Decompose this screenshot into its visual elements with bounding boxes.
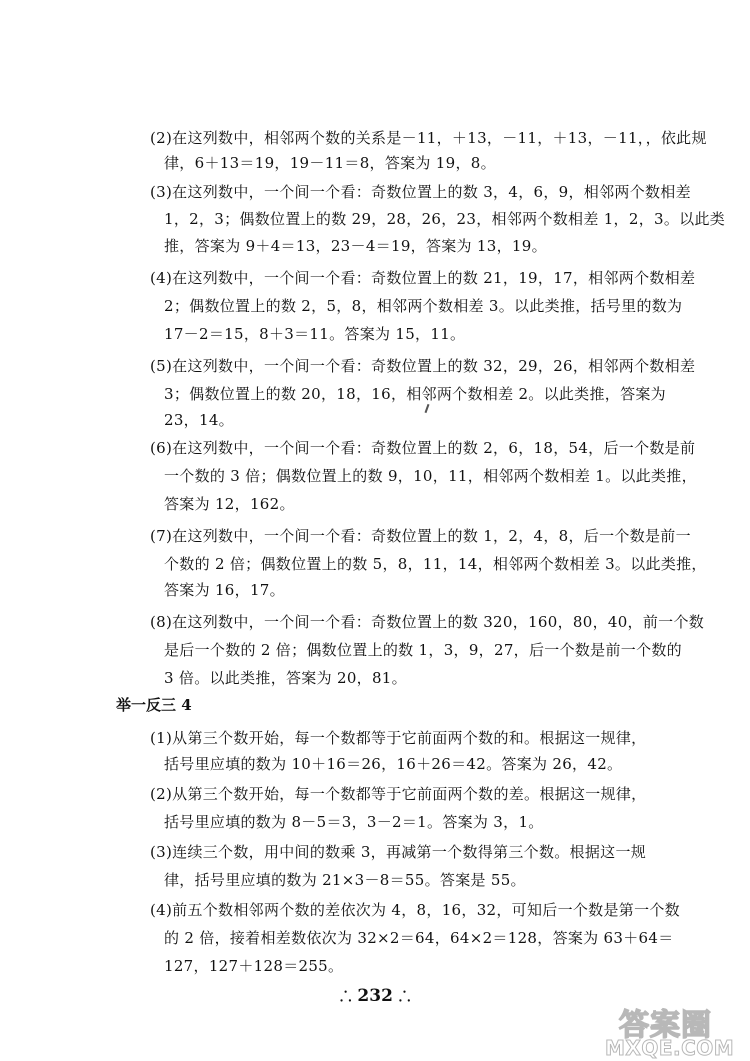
text-line: 23，14。 [164,411,234,429]
page-number-dots-right: ⸫ [398,989,411,1005]
page-number-dots-left: ⸫ [340,989,352,1005]
text-line: 的 2 倍，接着相差数依次为 32×2＝64，64×2＝128，答案为 63＋64＝ [164,929,674,947]
text-line: 3；偶数位置上的数 20，18，16，相邻两个数相差 2。以此类推，答案为 [164,385,666,403]
text-line: 是后一个数的 2 倍；偶数位置上的数 1，3，9，27，后一个数是前一个数的 [164,641,682,659]
text-line: 3 倍。以此类推，答案为 20，81。 [164,669,407,687]
page-number-value: 232 [357,986,393,1006]
section-title: 举一反三 4 [116,696,192,714]
text-line: 答案为 12，162。 [164,495,295,513]
text-line: (4)前五个数相邻两个数的差依次为 4，8，16，32，可知后一个数是第一个数 [150,901,680,919]
text-line: (1)从第三个数开始，每一个数都等于它前面两个数的和。根据这一规律， [150,729,647,747]
text-line: (6)在这列数中，一个间一个看：奇数位置上的数 2，6，18，54，后一个数是前 [150,439,696,457]
text-line: 括号里应填的数为 10＋16＝26，16＋26＝42。答案为 26，42。 [164,755,623,773]
text-line: 17－2＝15，8＋3＝11。答案为 15，11。 [164,325,466,343]
page-number [340,986,410,1006]
text-line: (3)在这列数中，一个间一个看：奇数位置上的数 3，4，6，9，相邻两个数相差 [150,183,691,201]
text-line: 一个数的 3 倍；偶数位置上的数 9，10，11，相邻两个数相差 1。以此类推， [164,467,697,485]
text-line: (8)在这列数中，一个间一个看：奇数位置上的数 320，160，80，40，前一个数 [150,613,705,631]
text-line: 127，127＋128＝255。 [164,957,344,975]
text-line: 律，括号里应填的数为 21×3－8＝55。答案是 55。 [164,871,526,889]
text-line: (2)在这列数中，相邻两个数的关系是－11，＋13，－11，＋13，－11，，依此规 [150,129,707,147]
stray-mark [425,404,430,413]
text-line: 括号里应填的数为 8－5＝3，3－2＝1。答案为 3，1。 [164,813,544,831]
watermark-logo [605,1000,745,1058]
text-line: 2；偶数位置上的数 2，5，8，相邻两个数相差 3。以此类推，括号里的数为 [164,297,683,315]
text-line: (2)从第三个数开始，每一个数都等于它前面两个数的差。根据这一规律， [150,785,647,803]
text-line: 1，2，3；偶数位置上的数 29，28，26，23，相邻两个数相差 1，2，3。以此类 [164,210,726,228]
text-line: 律，6＋13＝19，19－11＝8，答案为 19，8。 [164,154,496,172]
text-line: (5)在这列数中，一个间一个看：奇数位置上的数 32，29，26，相邻两个数相差 [150,357,696,375]
text-line: 推，答案为 9＋4＝13，23－4＝19，答案为 13，19。 [164,237,547,255]
text-line: 个数的 2 倍；偶数位置上的数 5，8，11，14，相邻两个数相差 3。以此类推， [164,555,707,573]
text-line: (4)在这列数中，一个间一个看：奇数位置上的数 21，19，17，相邻两个数相差 [150,269,696,287]
text-line: (7)在这列数中，一个间一个看：奇数位置上的数 1，2，4，8，后一个数是前一 [150,527,691,545]
watermark-top-text: 答案圈 [619,1008,712,1043]
text-line: 答案为 16，17。 [164,581,285,599]
watermark-bottom-text: MXQE.COM [605,1036,735,1060]
text-line: (3)连续三个数，用中间的数乘 3，再减第一个数得第三个数。根据这一规 [150,843,647,861]
